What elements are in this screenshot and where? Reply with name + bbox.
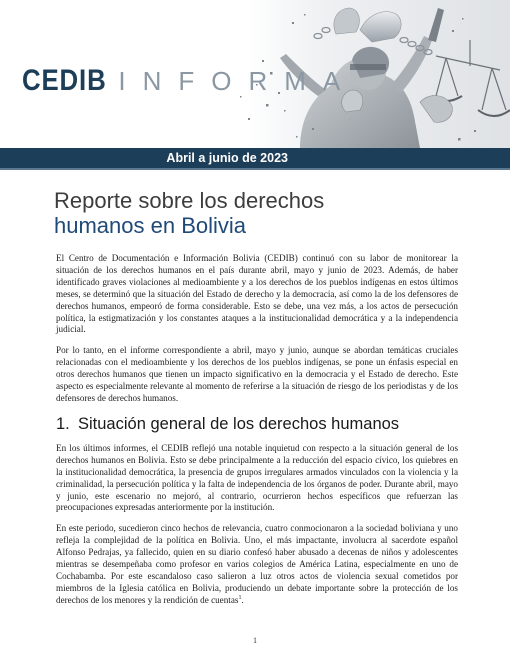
report-body xyxy=(56,253,458,616)
title-line-2: humanos en Bolivia xyxy=(54,213,247,238)
section-paragraph-2-end: . xyxy=(241,594,244,605)
section-number: 1. xyxy=(56,414,70,433)
title-line-1: Reporte sobre los derechos xyxy=(54,188,325,213)
intro-paragraph-2: Por lo tanto, en el informe correspondiente a abril, mayo y junio, aunque se abordan temáticas cruciales relacionadas con el medioambiente y los derechos de los pueblos indígenas, se pone un énfasis especial en otros derechos humanos que tienen un impacto significativo en la democracia y el Estado de derecho. Este aspecto es especialmente relevante al momento de referirse a la situación de riesgo de los periodistas y de los defensores de derechos humanos. xyxy=(56,345,458,403)
page-number: 1 xyxy=(253,636,257,645)
section-paragraph-1: En los últimos informes, el CEDIB reflejó una notable inquietud con respecto a la situación general de los derechos humanos en Bolivia. Esto se debe principalmente a la reducción del espacio cívico, los quiebres en la institucionalidad democrática, la presencia de grupos irregulares armados vinculados con la violencia y la criminalidad, la persecución política y la falta de independencia de los órganos de poder. Durante abril, mayo y junio, este escenario no mejoró, al contrario, ocurrieron hechos específicos que refuerzan las preocupaciones expresadas anteriormente por la institución. xyxy=(56,442,458,513)
intro-paragraph-1: El Centro de Documentación e Información Bolivia (CEDIB) continuó con su labor de monitorear la situación de los derechos humanos en el país durante abril, mayo y junio de 2023. Además, de haber identificado graves violaciones al medioambiente y a los derechos de los pueblos indígenas en estos últimos meses, se determinó que la situación del Estado de derecho y la democracia, así como la de los defensores de derechos humanos, empeoró de forma considerable. Esto se debe, una vez más, a los actos de persecución política, la estigmatización y los constantes ataques a la institucionalidad democrática y a la independencia judicial. xyxy=(56,253,458,335)
date-band-rule xyxy=(0,168,510,170)
report-date: Abril a junio de 2023 xyxy=(166,151,288,165)
section-paragraph-2 xyxy=(56,523,458,606)
footnote-reference[interactable]: 1 xyxy=(238,594,242,601)
header-banner xyxy=(0,0,510,148)
brand-subtitle: INFORMA xyxy=(118,66,358,96)
brand-logo xyxy=(22,64,357,98)
section-heading xyxy=(56,414,458,434)
section-paragraph-2-text: En este periodo, sucedieron cinco hechos de relevancia, cuatro conmocionaron a la sociedad boliviana y uno refleja la complejidad de la política en Bolivia. Uno, el más impactante, involucra al sacerdote español Alfonso Pedrajas, ya fallecido, quien en su diario confesó haber abusado a decenas de niños y adolescentes mientras se desempeñaba como profesor en varios colegios de América Latina, especialmente en uno de Cochabamba. Por este escandaloso caso salieron a luz otros actos de violencia sexual cometidos por miembros de la Iglesia católica en Bolivia, produciendo un debate importante sobre la protección de los derechos de los menores y la rendición de cuentas xyxy=(56,523,458,605)
brand-name: CEDIB xyxy=(22,64,107,97)
page-title xyxy=(54,188,474,238)
section-title: Situación general de los derechos humanos xyxy=(78,414,400,433)
